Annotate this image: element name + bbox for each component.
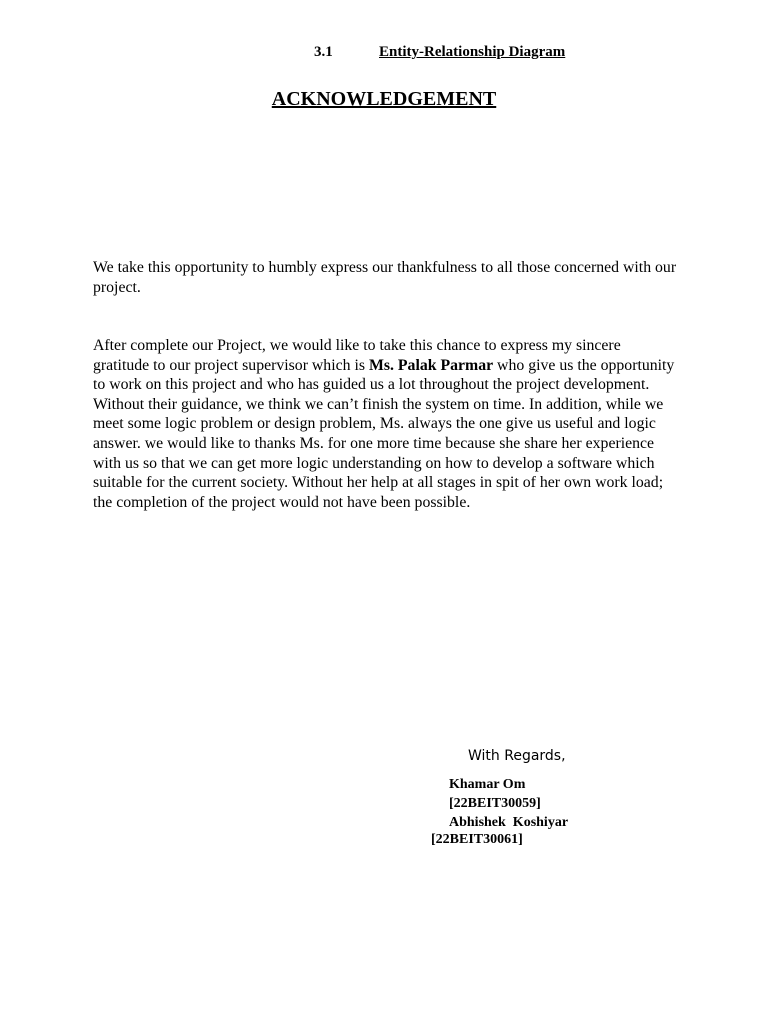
intro-paragraph: We take this opportunity to humbly express our thankfulness to all those concerned with our project. <box>93 259 677 296</box>
student-id-1: [22BEIT30059] <box>449 796 541 811</box>
student-name-2: Abhishek Koshiyar <box>449 815 569 830</box>
section-title: Entity-Relationship Diagram <box>379 44 566 60</box>
page-title: ACKNOWLEDGEMENT <box>271 88 497 110</box>
section-number: 3.1 <box>314 44 333 60</box>
body-paragraph <box>93 336 678 512</box>
closing-regards: With Regards, <box>468 748 566 764</box>
body-paragraph-start: After complete our Project, we would like to take this chance to express my sincere gratitude to our project supervisor which is <box>93 337 621 374</box>
body-paragraph-end: who give us the opportunity to work on this project and who has guided us a lot throughout the project development. Without their guidance, we think we can’t finish the system on time. In addition, while we meet some logic problem or design problem, Ms. always the one give us useful and logic answer. we would like to thanks Ms. for one more time because she share her experience with us so that we can get more logic understanding on how to develop a software which suitable for the current society. Without her help at all stages in spit of her own work load; the completion of the project would not have been possible. <box>93 356 675 511</box>
student-name-1: Khamar Om <box>449 777 526 792</box>
supervisor-name: Ms. Palak Parmar <box>368 356 494 374</box>
student-id-2: [22BEIT30061] <box>431 832 523 847</box>
